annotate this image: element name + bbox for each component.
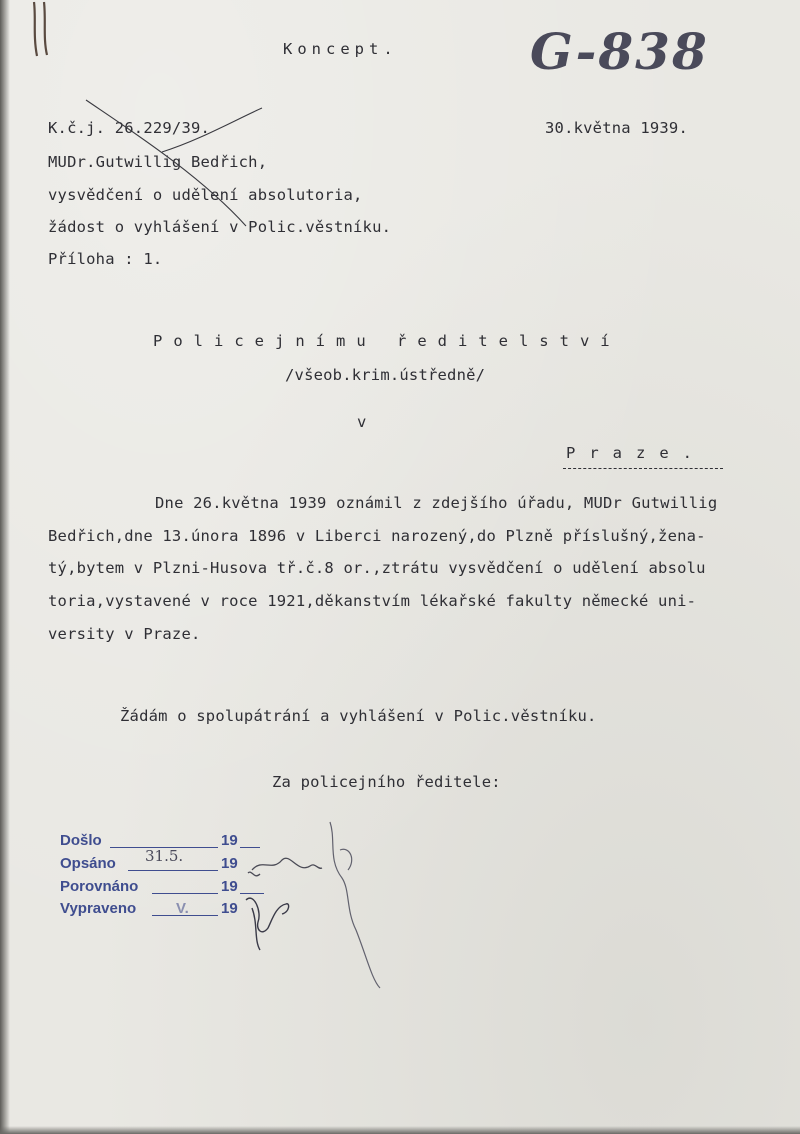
city-underline xyxy=(563,468,723,469)
addressee-line-2: /všeob.krim.ústředně/ xyxy=(285,366,486,384)
closing-line: Za policejního ředitele: xyxy=(272,773,501,791)
stamp-year-prefix: 19 xyxy=(221,855,238,872)
stamp-year-line xyxy=(240,893,264,894)
addressee-line-1: Policejnímu ředitelství xyxy=(153,332,621,350)
body-line: versity v Praze. xyxy=(48,625,201,643)
stamp-blank-line xyxy=(128,870,218,871)
stamp-entry-opsano: 31.5. xyxy=(145,847,184,865)
subject-line-1: vysvědčení o udělení absolutoria, xyxy=(48,186,363,204)
addressee-city: Praze. xyxy=(566,444,706,462)
stamp-label-porovnano: Porovnáno xyxy=(60,878,139,895)
concept-label: Koncept. xyxy=(283,40,398,58)
stamp-label-doslo: Došlo xyxy=(60,832,102,849)
addressee-line-3: v xyxy=(357,413,367,431)
document-date: 30.května 1939. xyxy=(545,119,688,137)
pencil-initials xyxy=(330,822,380,988)
subject-line-2: žádost o vyhlášení v Polic.věstníku. xyxy=(48,218,392,236)
stamp-year-prefix: 19 xyxy=(221,832,238,849)
stamp-year-line xyxy=(240,847,260,848)
page-tear-mark xyxy=(34,2,47,56)
request-line: Žádám o spolupátrání a vyhlášení v Polic.věstníku. xyxy=(120,707,597,725)
handwritten-signature xyxy=(248,858,322,876)
stamp-blank-line xyxy=(152,893,218,894)
body-line: Dne 26.května 1939 oznámil z zdejšího úřadu, MUDr Gutwillig xyxy=(155,494,718,512)
scan-edge-bottom xyxy=(0,1126,800,1134)
body-line: Bedřich,dne 13.února 1896 v Liberci narozený,do Plzně příslušný,žena- xyxy=(48,527,706,545)
stamp-year-prefix: 19 xyxy=(221,878,238,895)
stamp-label-opsano: Opsáno xyxy=(60,855,116,872)
stamp-label-vypraveno: Vypraveno xyxy=(60,900,137,917)
handwritten-file-number: G-838 xyxy=(530,22,709,81)
stamp-year-prefix: 19 xyxy=(221,900,238,917)
body-line: tý,bytem v Plzni-Husova tř.č.8 or.,ztrátu vysvědčení o udělení absolu xyxy=(48,559,706,577)
attachment-line: Příloha : 1. xyxy=(48,250,163,268)
reference-number: K.č.j. 26.229/39. xyxy=(48,119,211,137)
scan-edge-left xyxy=(0,0,10,1134)
subject-name: MUDr.Gutwillig Bedřich, xyxy=(48,153,268,171)
body-line: toria,vystavené v roce 1921,děkanstvím lékařské fakulty německé uni- xyxy=(48,592,697,610)
stamp-entry-vypraveno: V. xyxy=(176,900,189,917)
vypraveno-signature xyxy=(246,898,289,950)
